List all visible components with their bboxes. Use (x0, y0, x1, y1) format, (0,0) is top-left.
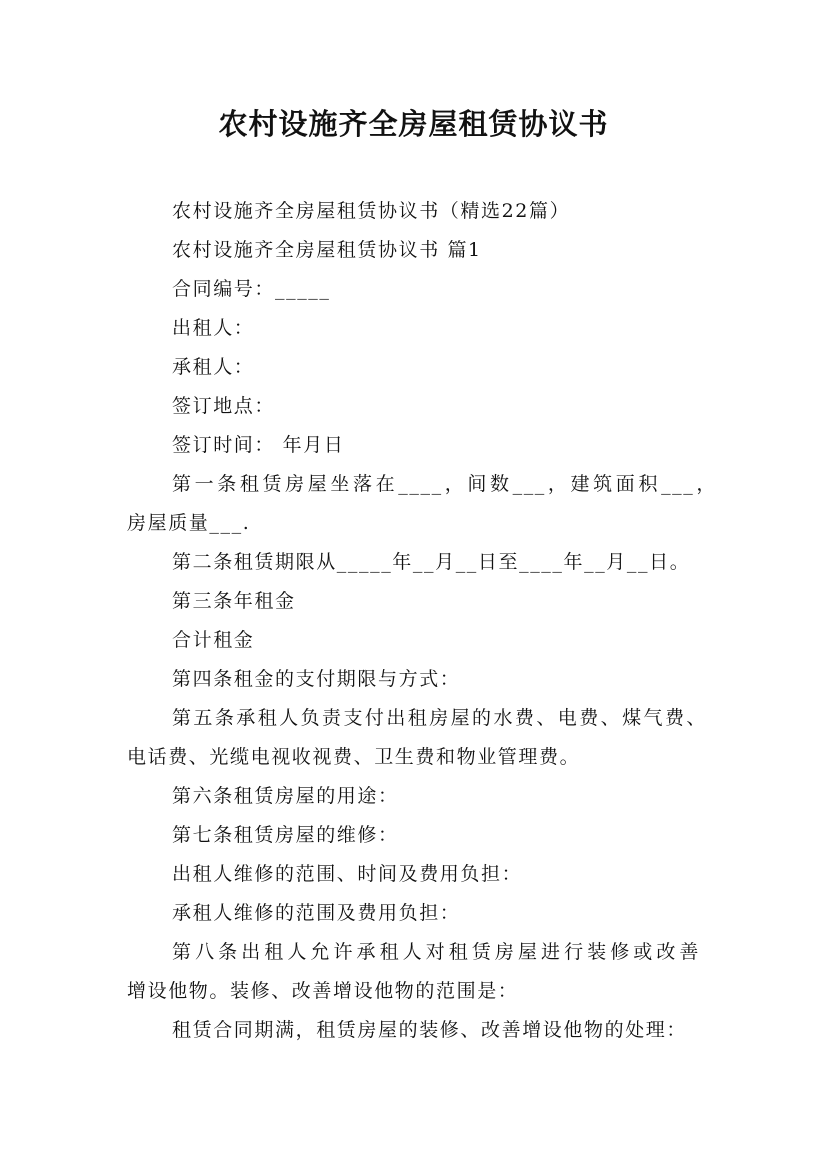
paragraph-lessor-repair: 出租人维修的范围、时间及费用负担： (172, 863, 523, 885)
paragraph-article-1: 第一条租赁房屋坐落在____，间数___，建筑面积___， (172, 473, 717, 495)
paragraph-article-8-cont: 增设他物。装修、改善增设他物的范围是： (127, 980, 519, 1002)
paragraph-lessor: 出租人： (172, 317, 255, 339)
paragraph-intro: 农村设施齐全房屋租赁协议书（精选22篇） (172, 200, 571, 222)
paragraph-lessee-repair: 承租人维修的范围及费用负担： (172, 902, 461, 924)
paragraph-signing-place: 签订地点： (172, 395, 276, 417)
paragraph-lease-expiry: 租赁合同期满，租赁房屋的装修、改善增设他物的处理： (172, 1019, 688, 1041)
paragraph-article-1-cont: 房屋质量___. (127, 512, 251, 534)
paragraph-signing-time: 签订时间： 年月日 (172, 434, 345, 456)
paragraph-article-3: 第三条年租金 (172, 590, 296, 612)
paragraph-article-2: 第二条租赁期限从_____年__月__日至____年__月__日。 (172, 551, 691, 573)
paragraph-contract-number: 合同编号：_____ (172, 278, 331, 300)
paragraph-article-7: 第七条租赁房屋的维修： (172, 824, 399, 846)
document-title: 农村设施齐全房屋租赁协议书 (218, 107, 609, 141)
paragraph-article-4: 第四条租金的支付期限与方式： (172, 668, 461, 690)
paragraph-article-6: 第六条租赁房屋的用途： (172, 785, 399, 807)
paragraph-heading: 农村设施齐全房屋租赁协议书 篇1 (172, 239, 482, 261)
paragraph-total-rent: 合计租金 (172, 629, 255, 651)
paragraph-article-5: 第五条承租人负责支付出租房屋的水费、电费、煤气费、 (172, 707, 707, 729)
paragraph-article-5-cont: 电话费、光缆电视收视费、卫生费和物业管理费。 (127, 746, 581, 768)
paragraph-lessee: 承租人： (172, 356, 255, 378)
paragraph-article-8: 第八条出租人允许承租人对租赁房屋进行装修或改善 (172, 941, 700, 963)
